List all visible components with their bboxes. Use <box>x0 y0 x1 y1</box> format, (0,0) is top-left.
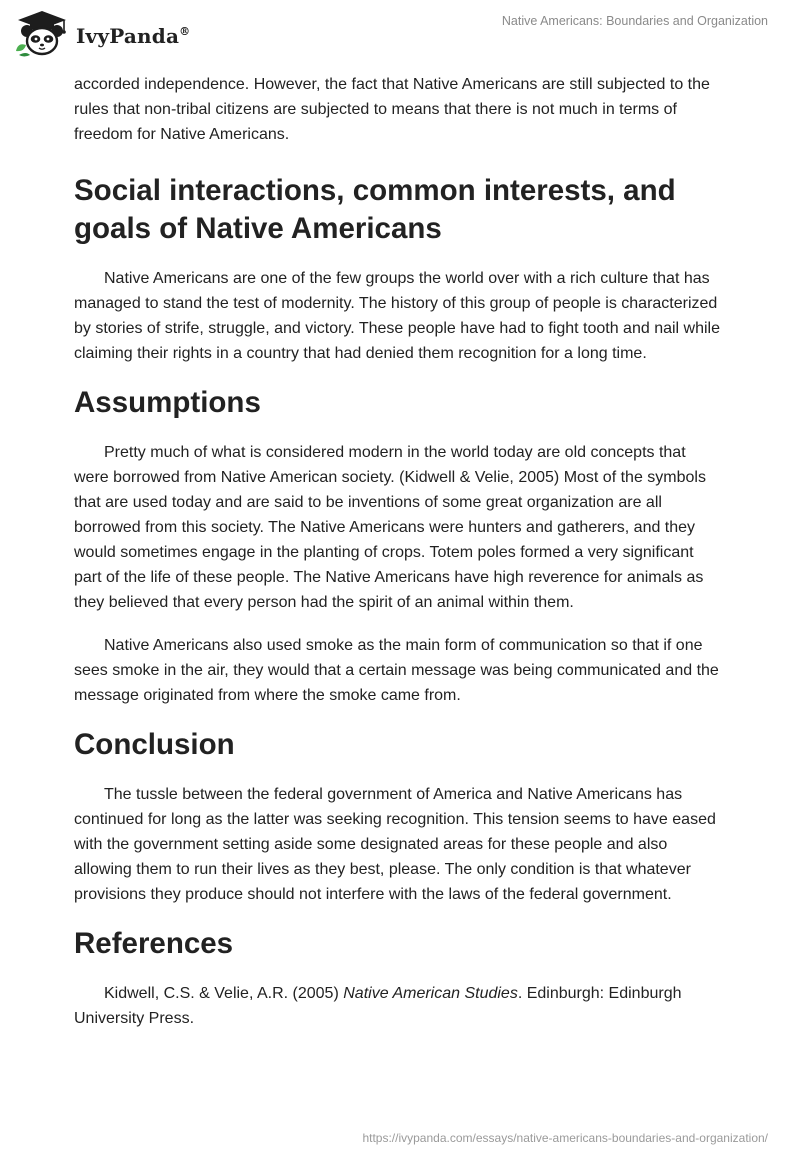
section-heading-assumptions: Assumptions <box>74 386 261 419</box>
section-heading-social-interactions: Social interactions, common interests, and goals of Native Americans <box>74 174 676 245</box>
essay-body <box>74 72 724 1049</box>
footer-url[interactable]: https://ivypanda.com/essays/native-americans-boundaries-and-organization/ <box>362 1131 768 1145</box>
ivypanda-logo[interactable] <box>14 9 214 59</box>
logo-text: IvyPanda <box>76 24 180 48</box>
body-paragraph: Pretty much of what is considered modern in the world today are old concepts that were borrowed from Native American society. (Kidwell & Velie, 2005) Most of the symbols that are used today and are said to be inventions of some great organization are all borrowed from this society. The Native Americans were hunters and gatherers, and they would sometimes engage in the planting of crops. Totem poles formed a very significant part of the life of these people. The Native Americans have high reverence for animals as they believed that every person had the spirit of an animal within them. <box>74 444 706 611</box>
logo-wordmark <box>76 24 190 48</box>
reference-title: Native American Studies <box>343 985 518 1002</box>
section-heading-conclusion: Conclusion <box>74 728 235 761</box>
reference-authors: Kidwell, C.S. & Velie, A.R. (2005) <box>104 985 339 1002</box>
reference-publisher: . Edinburgh: Edinburgh University Press. <box>74 985 682 1027</box>
body-paragraph: Native Americans also used smoke as the main form of communication so that if one sees smoke in the air, they would that a certain message was being communicated and the message originated from where the smoke came from. <box>74 637 719 704</box>
continued-paragraph: accorded independence. However, the fact that Native Americans are still subjected to the rules that non-tribal citizens are subjected to means that there is not much in terms of freedom for Native Americans. <box>74 76 710 143</box>
section-heading-references: References <box>74 927 234 960</box>
body-paragraph: Native Americans are one of the few groups the world over with a rich culture that has managed to stand the test of modernity. The history of this group of people is characterized by stories of strife, struggle, and victory. These people have had to fight tooth and nail while claiming their rights in a country that had denied them recognition for a long time. <box>74 270 721 362</box>
reference-entry <box>74 981 724 1031</box>
panda-graduate-icon <box>14 9 70 57</box>
body-paragraph: The tussle between the federal government of America and Native Americans has continued for long as the latter was seeking recognition. This tension seems to have eased with the government setting aside some designated areas for these people and also allowing them to run their lives as they best, please. The only condition is that whatever provisions they produce should not interfere with the laws of the federal government. <box>74 786 716 903</box>
page-header <box>0 0 800 70</box>
registered-mark: ® <box>179 25 191 38</box>
running-title: Native Americans: Boundaries and Organization <box>501 14 768 28</box>
